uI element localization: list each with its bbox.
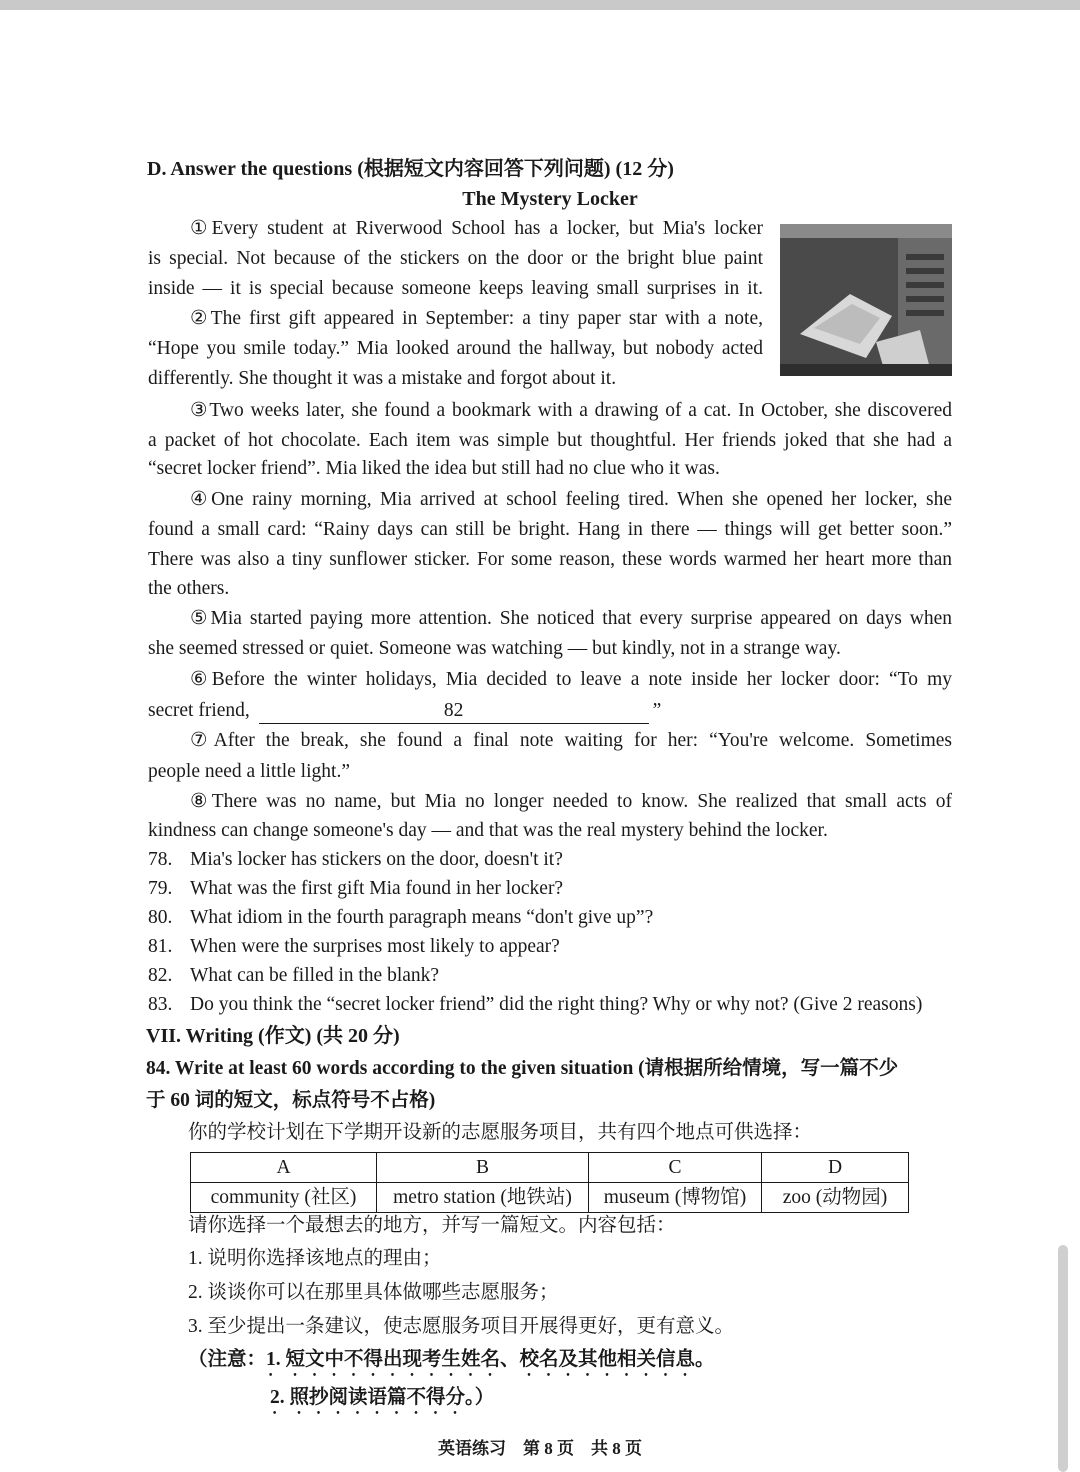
question-number: 81. <box>148 936 173 957</box>
passage-line: ⑥Before the winter holidays, Mia decided to leave a note inside her locker door: “To my <box>190 669 952 690</box>
table-cell-zoo: zoo (动物园) <box>762 1183 909 1213</box>
question-81 <box>148 935 560 959</box>
writing-task: 84. Write at least 60 words according to the given situation (请根据所给情境，写一篇不少 <box>146 1058 899 1079</box>
question-79 <box>148 877 563 901</box>
table-cell-museum: museum (博物馆) <box>589 1183 762 1213</box>
passage-line: she seemed stressed or quiet. Someone was watching — but kindly, not in a strange way. <box>148 638 841 659</box>
question-text: When were the surprises most likely to appear? <box>190 936 560 957</box>
table-header-b: B <box>377 1153 589 1183</box>
question-83 <box>148 993 922 1017</box>
blank-suffix: ” <box>652 700 662 721</box>
question-number: 80. <box>148 907 173 928</box>
blank-line <box>148 699 661 724</box>
question-text: Do you think the “secret locker friend” did the right thing? Why or why not? (Give 2 reasons) <box>190 994 923 1015</box>
question-80 <box>148 906 653 930</box>
passage-line: ⑤Mia started paying more attention. She noticed that every surprise appeared on days when <box>190 608 952 629</box>
answer-blank-82[interactable]: 82 <box>259 699 649 724</box>
passage-line: is special. Not because of the stickers on the door or the bright blue paint <box>148 248 763 269</box>
writing-instruction: 请你选择一个最想去的地方，并写一篇短文。内容包括： <box>188 1215 676 1236</box>
writing-point: 3. 至少提出一条建议，使志愿服务项目开展得更好，更有意义。 <box>188 1316 735 1337</box>
table-header-c: C <box>589 1153 762 1183</box>
question-82 <box>148 964 439 988</box>
note-2-text: 2. 照抄阅读语篇不得分。） <box>270 1387 495 1408</box>
writing-point: 2. 谈谈你可以在那里具体做哪些志愿服务； <box>188 1282 559 1303</box>
note-2 <box>270 1386 494 1419</box>
passage-line: “secret locker friend”. Mia liked the idea but still had no clue who it was. <box>148 458 720 479</box>
writing-heading: VII. Writing (作文) (共 20 分) <box>146 1025 400 1047</box>
note-1: 1. 短文中不得出现考生姓名、校名及其他相关信息。 <box>266 1349 715 1370</box>
blank-prefix: secret friend, <box>148 700 250 721</box>
section-d-heading: D. Answer the questions (根据短文内容回答下列问题) (12 分) <box>147 158 674 180</box>
question-text: What was the first gift Mia found in her locker? <box>190 878 564 899</box>
passage-line: ②The first gift appeared in September: a tiny paper star with a note, <box>190 308 763 329</box>
passage-line: kindness can change someone's day — and that was the real mystery behind the locker. <box>148 820 828 841</box>
location-table <box>190 1152 909 1213</box>
top-edge-bar <box>0 0 1080 10</box>
passage-line: ①Every student at Riverwood School has a locker, but Mia's locker <box>190 218 763 239</box>
question-number: 78. <box>148 849 173 870</box>
writing-intro: 你的学校计划在下学期开设新的志愿服务项目，共有四个地点可供选择： <box>188 1122 813 1143</box>
passage-line: There was also a tiny sunflower sticker. For some reason, these words warmed her heart more than <box>148 549 952 570</box>
table-cell-metro: metro station (地铁站) <box>377 1183 589 1213</box>
passage-line: ③Two weeks later, she found a bookmark with a drawing of a cat. In October, she discovered <box>190 400 952 421</box>
table-cell-community: community (社区) <box>191 1183 377 1213</box>
locker-photo <box>780 224 952 376</box>
question-number: 82. <box>148 965 173 986</box>
passage-line: ④One rainy morning, Mia arrived at school feeling tired. When she opened her locker, she <box>190 489 952 510</box>
question-number: 83. <box>148 994 173 1015</box>
writing-task-cont: 于 60 词的短文，标点符号不占格) <box>146 1090 436 1111</box>
writing-point: 1. 说明你选择该地点的理由； <box>188 1248 442 1269</box>
question-text: What can be filled in the blank? <box>190 965 440 986</box>
question-text: What idiom in the fourth paragraph means “don't give up”? <box>190 907 654 928</box>
passage-line: ⑦After the break, she found a final note waiting for her: “You're welcome. Sometimes <box>190 730 952 751</box>
passage-line: a packet of hot chocolate. Each item was simple but thoughtful. Her friends joked that she had a <box>148 430 952 451</box>
passage-line: ⑧There was no name, but Mia no longer needed to know. She realized that small acts of <box>190 791 952 812</box>
page-footer: 英语练习 第 8 页 共 8 页 <box>438 1439 642 1458</box>
question-text: Mia's locker has stickers on the door, doesn't it? <box>190 849 563 870</box>
passage-line: found a small card: “Rainy days can still be bright. Hang in there — things will get better soon.” <box>148 519 952 540</box>
passage-line: differently. She thought it was a mistake and forgot about it. <box>148 368 617 389</box>
passage-line: people need a little light.” <box>148 761 350 782</box>
question-number: 79. <box>148 878 173 899</box>
note-block <box>188 1348 715 1381</box>
note-label: （注意： <box>188 1349 267 1370</box>
passage-line: “Hope you smile today.” Mia looked around the hallway, but nobody acted <box>148 338 763 359</box>
scrollbar-thumb[interactable] <box>1058 1245 1068 1472</box>
question-78 <box>148 848 563 872</box>
passage-line: the others. <box>148 578 230 599</box>
table-header-d: D <box>762 1153 909 1183</box>
table-header-a: A <box>191 1153 377 1183</box>
passage-title: The Mystery Locker <box>462 188 638 210</box>
passage-line: inside — it is special because someone keeps leaving small surprises in it. <box>148 278 763 299</box>
